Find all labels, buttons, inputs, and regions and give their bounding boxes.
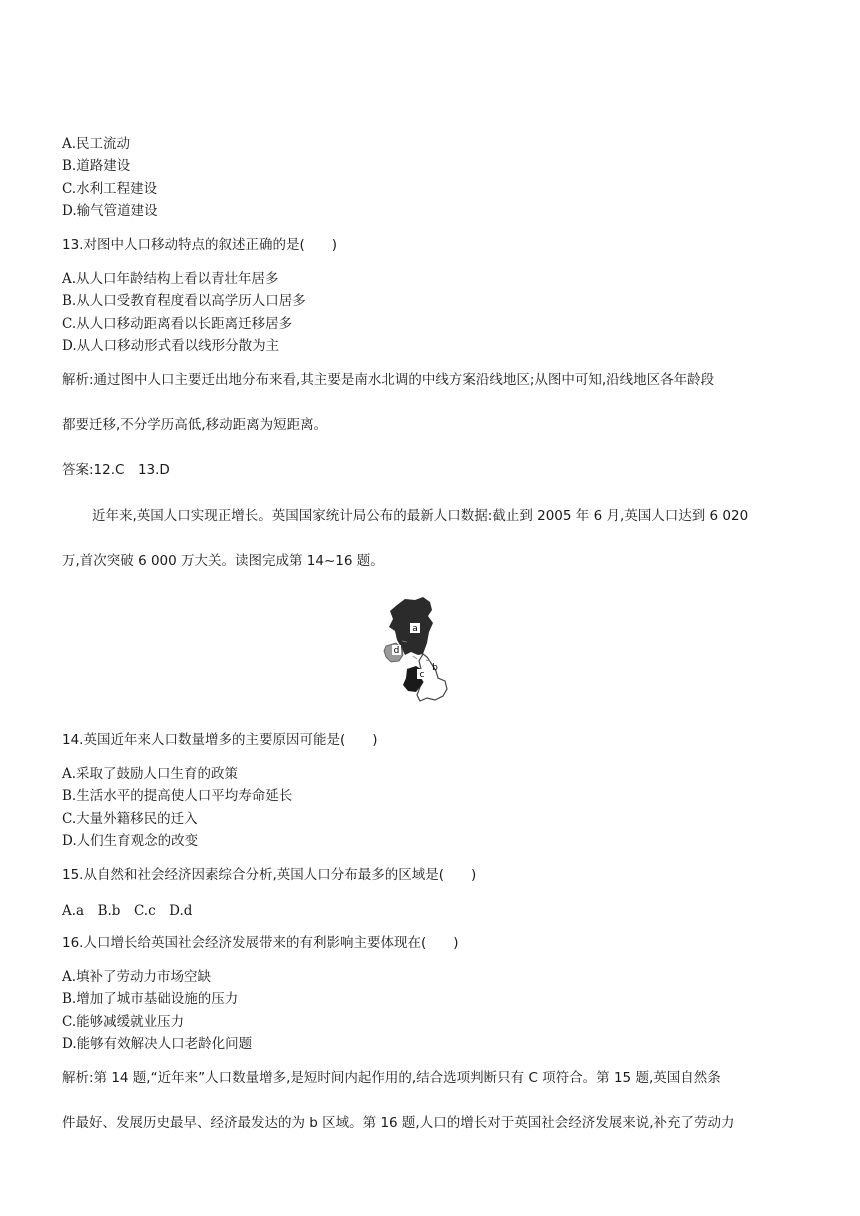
map-label-b: b [432,663,438,673]
q16-option-c: C.能够减缓就业压力 [62,1014,185,1030]
q13-option-d: D.从人口移动形式看以线形分散为主 [62,338,280,354]
analysis-1-line-1: 解析:通过图中人口主要迁出地分布来看,其主要是南水北调的中线方案沿线地区;从图中可知,沿线地区各年龄段 [62,372,715,388]
intro-line-1: 近年来,英国人口实现正增长。英国国家统计局公布的最新人口数据:截止到 2005 年 6 月,英国人口达到 6 020 [92,508,749,524]
q14-option-d: D.人们生育观念的改变 [62,833,199,849]
answer-12-13: 答案:12.C 13.D [62,462,170,478]
q15-options: A.a B.b C.c D.d [62,903,193,919]
q12-option-a: A.民工流动 [62,136,131,152]
q14-option-a: A.采取了鼓励人口生育的政策 [62,766,239,782]
intro-line-2: 万,首次突破 6 000 万大关。读图完成第 14~16 题。 [62,553,384,569]
analysis-2-line-1: 解析:第 14 题,“近年来”人口数量增多,是短时间内起作用的,结合选项判断只有 C 项符合。第 15 题,英国自然条 [62,1070,721,1086]
q13-option-b: B.从人口受教育程度看以高学历人口居多 [62,293,306,309]
q15-stem: 15.从自然和社会经济因素综合分析,英国人口分布最多的区域是( ) [62,867,477,883]
map-label-d: d [393,646,400,656]
q14-stem: 14.英国近年来人口数量增多的主要原因可能是( ) [62,732,378,748]
analysis-1-line-2: 都要迁移,不分学历高低,移动距离为短距离。 [62,417,328,433]
uk-map [383,597,449,705]
map-label-c: c [419,670,425,680]
q14-option-c: C.大量外籍移民的迁入 [62,811,198,827]
q12-option-d: D.输气管道建设 [62,203,158,219]
q16-option-a: A.填补了劳动力市场空缺 [62,969,212,985]
q13-option-a: A.从人口年龄结构上看以青壮年居多 [62,271,279,287]
q14-option-b: B.生活水平的提高使人口平均寿命延长 [62,788,293,804]
q16-option-d: D.能够有效解决人口老龄化问题 [62,1036,253,1052]
analysis-2-line-2: 件最好、发展历史最早、经济最发达的为 b 区域。第 16 题,人口的增长对于英国社会经济发展来说,补充了劳动力 [62,1115,735,1131]
q13-option-c: C.从人口移动距离看以长距离迁移居多 [62,316,293,332]
map-label-a: a [412,624,418,634]
q16-stem: 16.人口增长给英国社会经济发展带来的有利影响主要体现在( ) [62,935,459,951]
q16-option-b: B.增加了城市基础设施的压力 [62,991,239,1007]
q12-option-b: B.道路建设 [62,158,131,174]
q13-stem: 13.对图中人口移动特点的叙述正确的是( ) [62,237,338,253]
q12-option-c: C.水利工程建设 [62,181,158,197]
